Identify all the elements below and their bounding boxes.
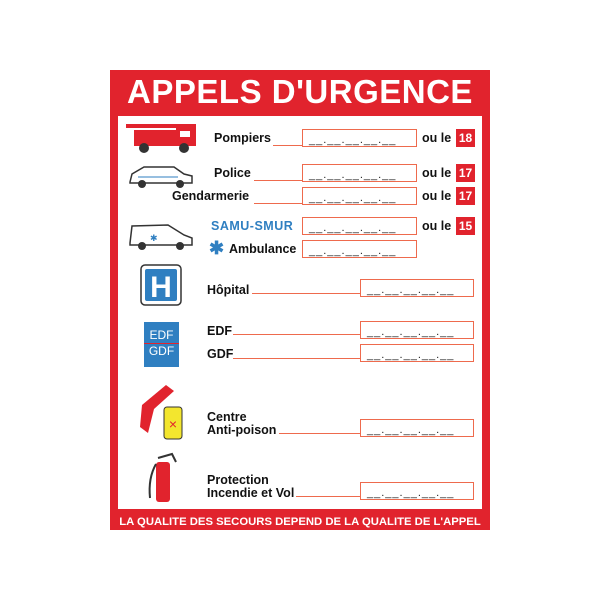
label-anti-poison: Anti-poison — [207, 423, 277, 437]
ou-le-text: ou le — [422, 189, 452, 203]
label-incendie-vol: Incendie et Vol — [207, 486, 295, 500]
label-centre: Centre — [207, 410, 247, 424]
svg-text:✱: ✱ — [150, 233, 158, 243]
ou-le-text: ou le — [422, 166, 452, 180]
phone-field-samu[interactable]: __.__.__.__.__ — [302, 217, 417, 235]
poster-footer: LA QUALITE DES SECOURS DEPEND DE LA QUALITE DE L'APPEL — [119, 516, 481, 528]
fire-truck-icon — [124, 122, 200, 156]
label-samu-smur: SAMU-SMUR — [211, 219, 294, 233]
phone-field-pompiers[interactable]: __.__.__.__.__ — [302, 129, 417, 147]
poster-title: APPELS D'URGENCE — [127, 73, 473, 110]
label-protection: Protection — [207, 473, 269, 487]
number-badge-15: 15 — [456, 217, 475, 235]
label-ambulance: Ambulance — [229, 242, 297, 256]
svg-text:H: H — [150, 271, 172, 304]
phone-field-hopital[interactable]: __.__.__.__.__ — [360, 279, 474, 297]
phone-field-police[interactable]: __.__.__.__.__ — [302, 164, 417, 182]
star-of-life-icon: ✱ — [209, 238, 225, 258]
ou-le-text: ou le — [422, 131, 452, 145]
phone-field-gdf[interactable]: __.__.__.__.__ — [360, 344, 474, 362]
phone-poison-icon — [136, 383, 186, 443]
label-edf: EDF — [207, 324, 232, 338]
number-badge-17: 17 — [456, 187, 475, 205]
phone-field-ambulance[interactable]: __.__.__.__.__ — [302, 240, 417, 258]
label-hopital: Hôpital — [207, 283, 250, 297]
phone-field-gendarmerie[interactable]: __.__.__.__.__ — [302, 187, 417, 205]
label-pompiers: Pompiers — [214, 131, 271, 145]
fire-extinguisher-icon — [146, 448, 180, 504]
ou-le-text: ou le — [422, 219, 452, 233]
phone-field-anti-poison[interactable]: __.__.__.__.__ — [360, 419, 474, 437]
number-badge-17: 17 — [456, 164, 475, 182]
hospital-icon — [140, 264, 182, 306]
ambulance-icon — [128, 221, 194, 251]
label-gdf: GDF — [207, 347, 234, 361]
phone-field-protection[interactable]: __.__.__.__.__ — [360, 482, 474, 500]
label-gendarmerie: Gendarmerie — [172, 189, 250, 203]
police-car-icon — [128, 164, 194, 190]
edf-gdf-logo: EDF GDF — [144, 322, 179, 367]
number-badge-18: 18 — [456, 129, 475, 147]
label-police: Police — [214, 166, 251, 180]
phone-field-edf[interactable]: __.__.__.__.__ — [360, 321, 474, 339]
svg-text:×: × — [168, 416, 178, 432]
